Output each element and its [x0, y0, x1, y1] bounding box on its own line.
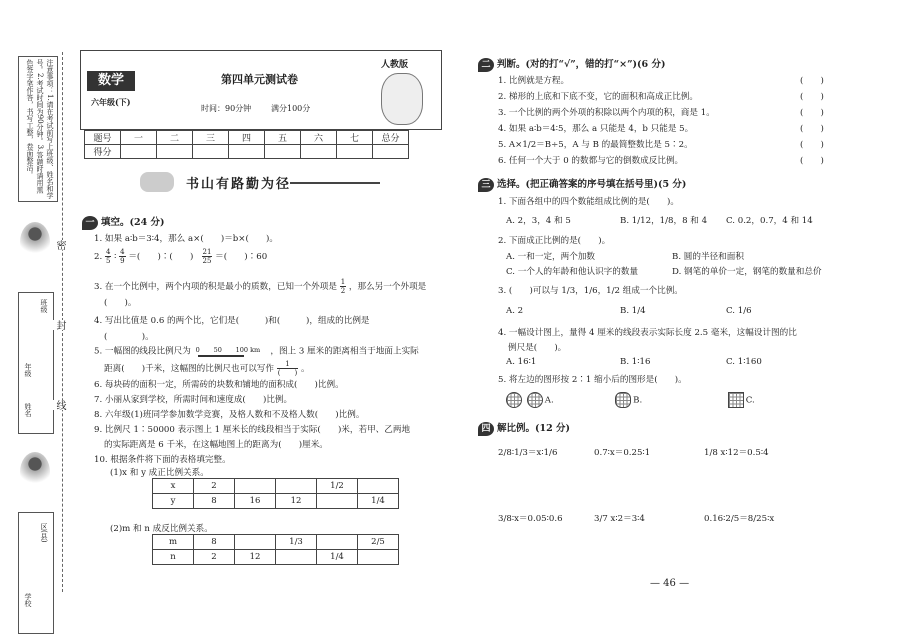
judge-item-2: 2. 梯形的上底和下底不变，它的面积和高成正比例。 — [498, 92, 698, 102]
question-1-2: 2. $\frac{4}{5}$ ∶ $\frac{4}{9}$ ＝( )∶( ) $\frac{21}{25}$ ＝( )∶60 — [94, 248, 268, 265]
motto-text: 书山有路勤为径 — [186, 177, 292, 192]
question-1-9-cont: 的实际距离是 6 千米，在这幅地图上的距离为( )厘米。 — [104, 440, 328, 450]
answer-paren[interactable]: ( ) — [800, 76, 824, 86]
choice-question-5: 5. 将左边的图形按 2∶1 缩小后的图形是( )。 — [498, 375, 687, 385]
seal-xian: 线 — [54, 400, 65, 410]
equation-6: 0.16∶2/5＝8/25∶x — [704, 514, 775, 524]
equation-5: 3/7 x∶2＝3∶4 — [594, 514, 645, 524]
judge-item-1: 1. 比例就是方程。 — [498, 76, 570, 86]
option-b-shape-icon[interactable] — [615, 392, 631, 408]
section-badge: 四 — [478, 422, 494, 436]
equation-3: 1/8 x∶12＝0.5∶4 — [704, 448, 769, 458]
question-1-5: 5. 一幅图的线段比例尺为 0 50 100 km ，图上 3 厘米的距离相当于地面上实际 — [94, 346, 419, 357]
question-1-4-cont: ( )。 — [104, 332, 154, 342]
seal-mi: 密 — [54, 240, 65, 250]
answer-paren[interactable]: ( ) — [800, 156, 824, 166]
name-label: 姓名 — [24, 403, 32, 417]
table-row: 题号 一 二 三 四 五 六 七 总分 — [85, 131, 409, 145]
choice-option[interactable]: B. 1∶16 — [620, 357, 651, 367]
question-1-6: 6. 每块砖的面积一定，所需砖的块数和铺地的面积成( )比例。 — [94, 380, 344, 390]
proportion-table-2 — [152, 534, 399, 565]
equation-4: 3/8∶x＝0.05∶0.6 — [498, 514, 563, 524]
banner-line — [290, 182, 380, 184]
choice-option[interactable]: B. 圆的半径和面积 — [672, 252, 744, 262]
choice-option[interactable]: D. 钢笔的单价一定，钢笔的数量和总价 — [672, 267, 822, 277]
choice-option[interactable]: B. 1/4 — [620, 306, 646, 316]
class-label: 班级 — [40, 299, 48, 313]
equation-2: 0.7∶x＝0.25∶1 — [594, 448, 651, 458]
subject-badge: 数学 — [87, 71, 135, 91]
option-a-shape-icon[interactable] — [527, 392, 543, 408]
judge-item-5: 5. A×1/2＝B÷5，A 与 B 的最简整数比是 5∶2。 — [498, 140, 693, 150]
answer-paren[interactable]: ( ) — [800, 92, 824, 102]
table-row: n 2 12 1/4 — [153, 550, 399, 565]
grade-label: 年级 — [24, 363, 32, 377]
question-1-1: 1. 如果 a∶b＝3∶4，那么 a×( )＝b×( )。 — [94, 234, 278, 244]
table-row: m 8 1/3 2/5 — [153, 535, 399, 550]
equation-1: 2/8∶1/3＝x∶1/6 — [498, 448, 558, 458]
choice-question-2: 2. 下面成正比例的是( )。 — [498, 236, 611, 246]
section-badge: 二 — [478, 58, 494, 72]
info-box-lower — [18, 512, 54, 634]
question-1-10-part2: (2)m 和 n 成反比例关系。 — [110, 524, 213, 534]
exam-full-score: 满分100分 — [271, 104, 311, 113]
judge-item-6: 6. 任何一个大于 0 的数都与它的倒数成反比例。 — [498, 156, 684, 166]
proportion-table-1 — [152, 478, 399, 509]
choice-question-4: 4. 一幅设计图上，量得 4 厘米的线段表示实际长度 2.5 毫米，这幅设计图的比 — [498, 328, 797, 338]
choice-question-1: 1. 下面各组中的四个数能组成比例的是( )。 — [498, 197, 679, 207]
banner-illustration — [140, 172, 174, 192]
school-label: 学校 — [24, 593, 32, 607]
question-1-9: 9. 比例尺 1∶50000 表示图上 1 厘米长的线段相当于实际( )米，若甲、乙两地 — [94, 425, 411, 435]
exam-title: 第四单元测试卷 — [221, 73, 298, 86]
page-number: — 46 — — [650, 578, 690, 589]
section-3-heading: 三 选择。(把正确答案的序号填在括号里)(5 分) — [478, 176, 686, 192]
choice-figure-row: A. B. C. — [506, 392, 755, 408]
choice-option[interactable]: C. 1∶160 — [726, 357, 762, 367]
judge-item-3: 3. 一个比例的两个外项的积除以两个内项的积，商是 1。 — [498, 108, 715, 118]
seal-feng: 封 — [54, 320, 65, 330]
table-row: y 8 16 12 1/4 — [153, 494, 399, 509]
answer-paren[interactable]: ( ) — [800, 124, 824, 134]
question-1-10: 10. 根据条件将下面的表格填完整。 — [94, 455, 231, 465]
table-row: 得分 — [85, 145, 409, 159]
choice-option[interactable]: A. 2 — [506, 306, 524, 316]
exam-header — [80, 50, 442, 130]
choice-option[interactable]: B. 1/12，1/8，8 和 4 — [620, 216, 708, 226]
choice-option[interactable]: C. 一个人的年龄和他认识字的数量 — [506, 267, 639, 277]
choice-option[interactable]: A. 2，3，4 和 5 — [506, 216, 571, 226]
section-4-heading: 四 解比例。(12 分) — [478, 420, 570, 436]
choice-question-4-cont: 例尺是( )。 — [508, 343, 567, 353]
mascot-illustration — [381, 73, 423, 125]
exam-time: 时间：90分钟 — [201, 104, 252, 113]
question-1-8: 8. 六年级(1)班同学参加数学竞赛，及格人数和不及格人数( )比例。 — [94, 410, 365, 420]
question-1-10-part1: (1)x 和 y 成正比例关系。 — [110, 468, 209, 478]
section-1-heading: 一 填空。(24 分) — [82, 214, 165, 230]
scale-bar: 0 50 100 km — [194, 344, 268, 358]
section-2-heading: 二 判断。(对的打“√”，错的打“×”)(6 分) — [478, 56, 665, 72]
choice-option[interactable]: A. 16∶1 — [506, 357, 537, 367]
score-table — [84, 130, 409, 159]
option-c-shape-icon[interactable] — [728, 392, 744, 408]
notice-box: 注意事项：1.请在考试前写上班级、姓名和学号。2.考试时间为90分钟。3.答题时请用黑色签字笔作答，书写工整，卷面整洁。 — [18, 56, 58, 202]
answer-paren[interactable]: ( ) — [800, 140, 824, 150]
question-1-3: 3. 在一个比例中，两个内项的积是最小的质数，已知一个外项是 $\frac{1}{2}$ ，那么另一个外项是 — [94, 278, 427, 295]
grade-label: 六年级(下) — [91, 97, 131, 107]
section-badge: 一 — [82, 216, 98, 230]
choice-option[interactable]: C. 0.2，0.7，4 和 14 — [726, 216, 813, 226]
question-1-7: 7. 小丽从家到学校，所需时间和速度成( )比例。 — [94, 395, 293, 405]
cartoon-figure-2 — [20, 452, 50, 492]
table-row: x 2 1/2 — [153, 479, 399, 494]
info-box-upper — [18, 292, 54, 434]
choice-option[interactable]: A. 一和一定，两个加数 — [506, 252, 596, 262]
edition-label: 人教版 — [381, 60, 409, 70]
question-1-4: 4. 写出比值是 0.6 的两个比，它们是( )和( )，组成的比例是 — [94, 316, 370, 326]
cartoon-figure — [20, 222, 50, 262]
choice-question-3: 3. ( )可以与 1/3，1/6，1/2 组成一个比例。 — [498, 286, 683, 296]
choice-option[interactable]: C. 1/6 — [726, 306, 752, 316]
district-label: 区(县) — [40, 523, 48, 543]
question-1-3-cont: ( )。 — [104, 298, 137, 308]
motto-banner — [140, 170, 380, 194]
original-shape-icon — [506, 392, 522, 408]
judge-item-4: 4. 如果 a∶b＝4∶5，那么 a 只能是 4，b 只能是 5。 — [498, 124, 694, 134]
question-1-5-cont: 距离( )千米，这幅图的比例尺也可以写作 1 ( ) 。 — [104, 360, 310, 377]
section-badge: 三 — [478, 178, 494, 192]
answer-paren[interactable]: ( ) — [800, 108, 824, 118]
